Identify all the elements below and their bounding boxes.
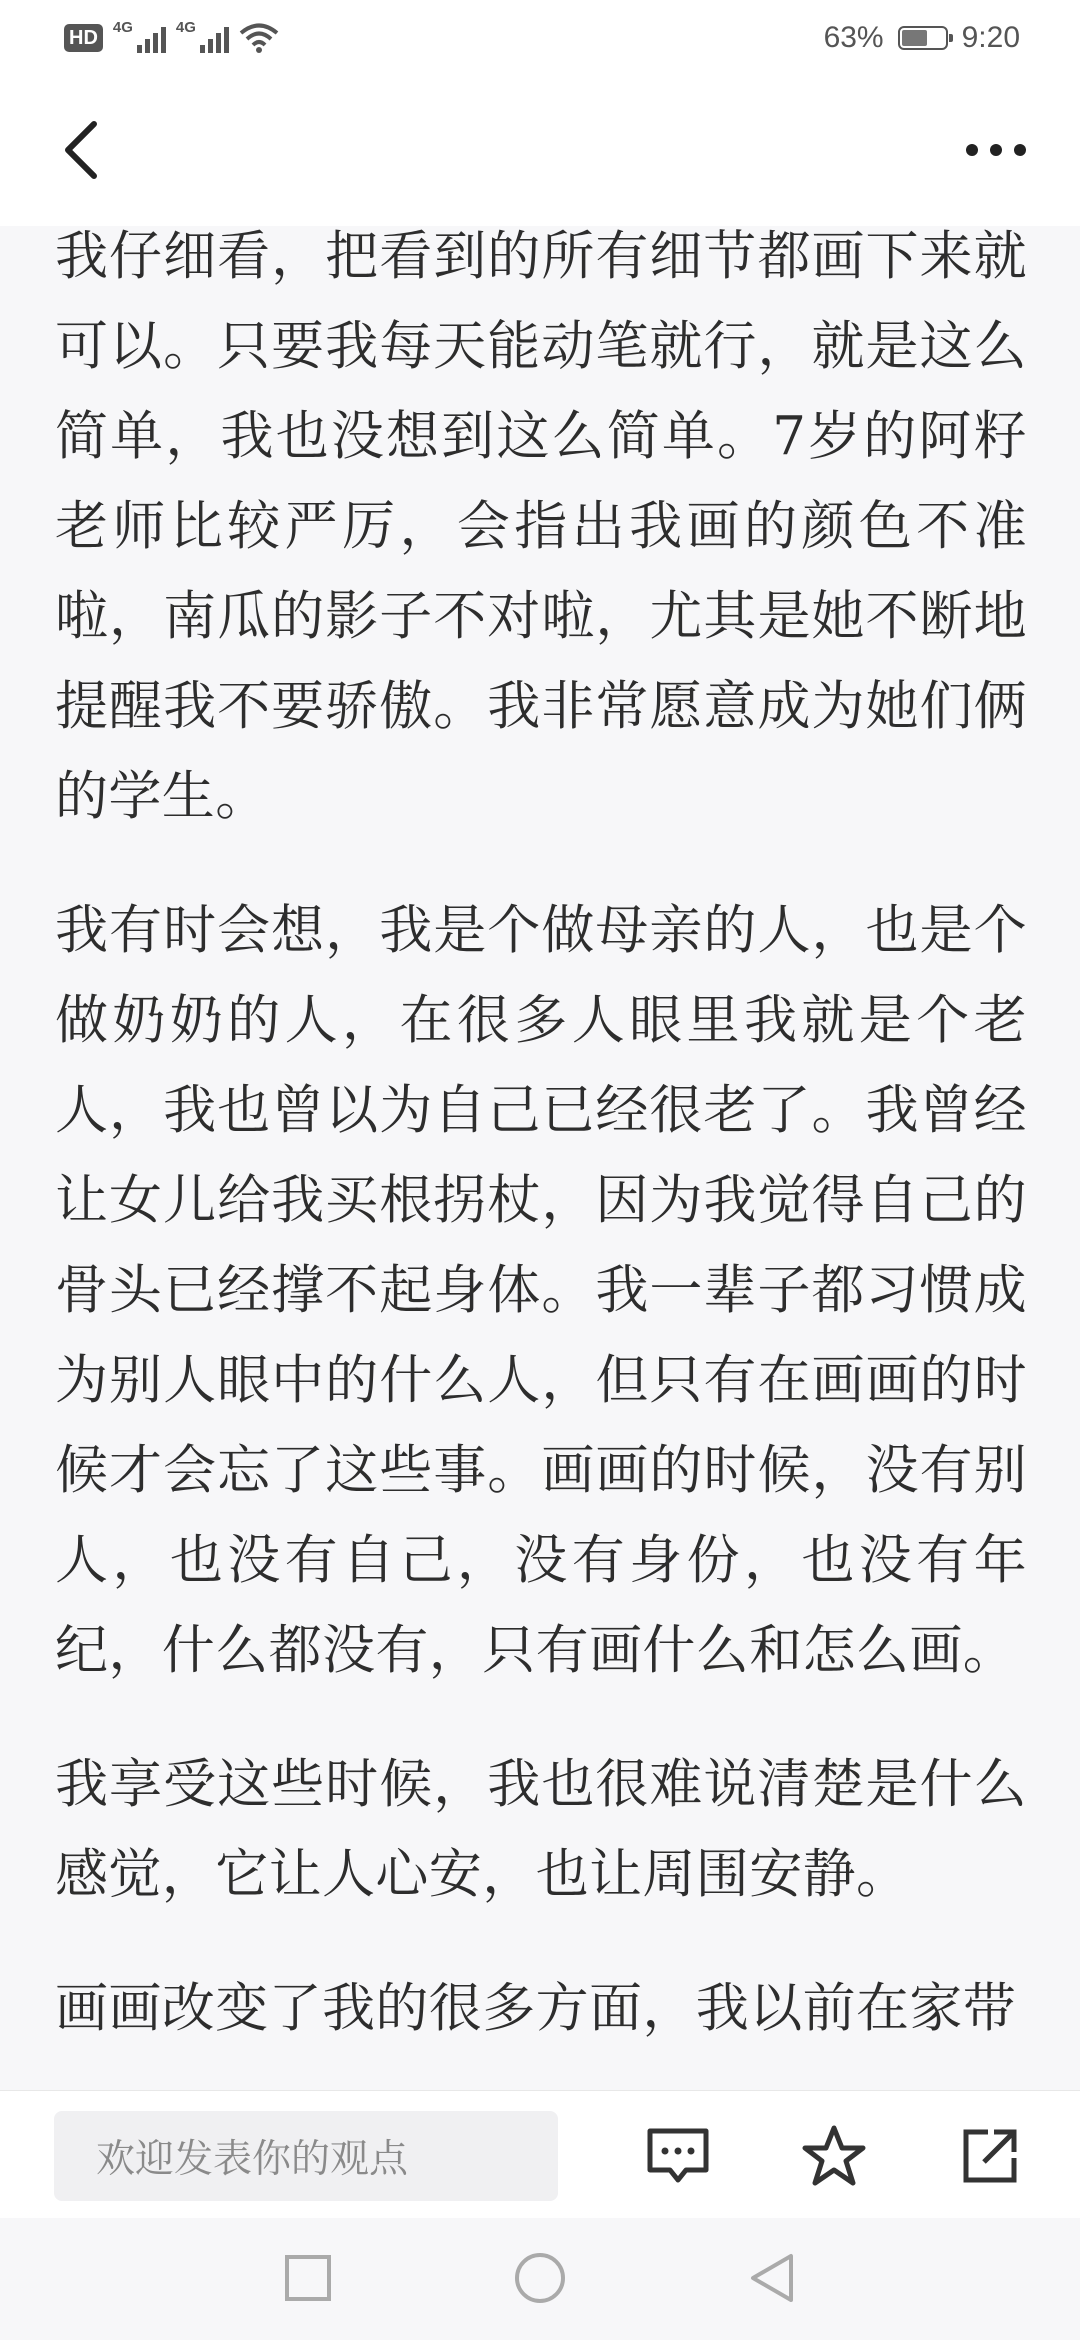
network-type-label: 4G <box>175 19 196 36</box>
system-navigation-bar <box>0 2218 1080 2340</box>
network-type-label: 4G <box>112 19 133 36</box>
battery-icon <box>898 26 948 50</box>
triangle-back-icon <box>747 2251 797 2305</box>
article-paragraph: 我仔细看，把看到的所有细节都画下来就可以。只要我每天能动笔就行，就是这么简单，我也没想到这么简单。7岁的阿籽老师比较严厉，会指出我画的颜色不准啦，南瓜的影子不对啦，尤其是她不断地提醒我不要骄傲。我非常愿意成为她们俩的学生。 <box>55 226 1027 827</box>
star-icon <box>801 2124 867 2188</box>
status-bar <box>0 0 1080 74</box>
article-body <box>55 226 1027 2090</box>
article-paragraph: 画画改变了我的很多方面，我以前在家带 <box>55 1978 1017 2039</box>
comment-icon <box>645 2126 711 2186</box>
share-icon <box>960 2126 1020 2186</box>
comments-button[interactable] <box>638 2113 718 2199</box>
chevron-left-icon <box>56 114 116 186</box>
more-horizontal-icon <box>960 122 1032 178</box>
battery-percent: 63% <box>823 21 884 54</box>
more-options-button[interactable] <box>960 122 1032 178</box>
share-button[interactable] <box>950 2113 1030 2199</box>
back-button[interactable] <box>56 114 116 186</box>
comment-input-placeholder: 欢迎发表你的观点 <box>96 2137 409 2182</box>
favorite-button[interactable] <box>794 2113 874 2199</box>
signal-icon <box>112 19 166 53</box>
circle-icon <box>513 2251 567 2305</box>
article-content <box>0 226 1080 2090</box>
clock: 9:20 <box>961 21 1020 54</box>
battery-fill <box>902 30 927 46</box>
signal-icon <box>175 19 229 53</box>
home-button[interactable] <box>510 2248 570 2308</box>
system-back-button[interactable] <box>742 2248 802 2308</box>
comment-bar <box>0 2090 1080 2219</box>
app-header <box>0 74 1080 227</box>
hd-badge: HD <box>64 24 103 52</box>
article-paragraph: 我享受这些时候，我也很难说清楚是什么感觉，它让人心安，也让周围安静。 <box>55 1754 1027 1905</box>
wifi-icon <box>239 22 279 54</box>
status-left <box>64 18 279 58</box>
article-paragraph: 我有时会想，我是个做母亲的人，也是个做奶奶的人，在很多人眼里我就是个老人，我也曾以为自己已经很老了。我曾经让女儿给我买根拐杖，因为我觉得自己的骨头已经撑不起身体。我一辈子都习惯成为别人眼中的什么人，但只有在画画的时候才会忘了这些事。画画的时候，没有别人，也没有自己，没有身份，也没有年纪，什么都没有，只有画什么和怎么画。 <box>55 900 1027 1681</box>
comment-input[interactable] <box>54 2111 558 2201</box>
recent-apps-button[interactable] <box>278 2248 338 2308</box>
square-icon <box>283 2253 333 2303</box>
status-right <box>824 18 1020 58</box>
